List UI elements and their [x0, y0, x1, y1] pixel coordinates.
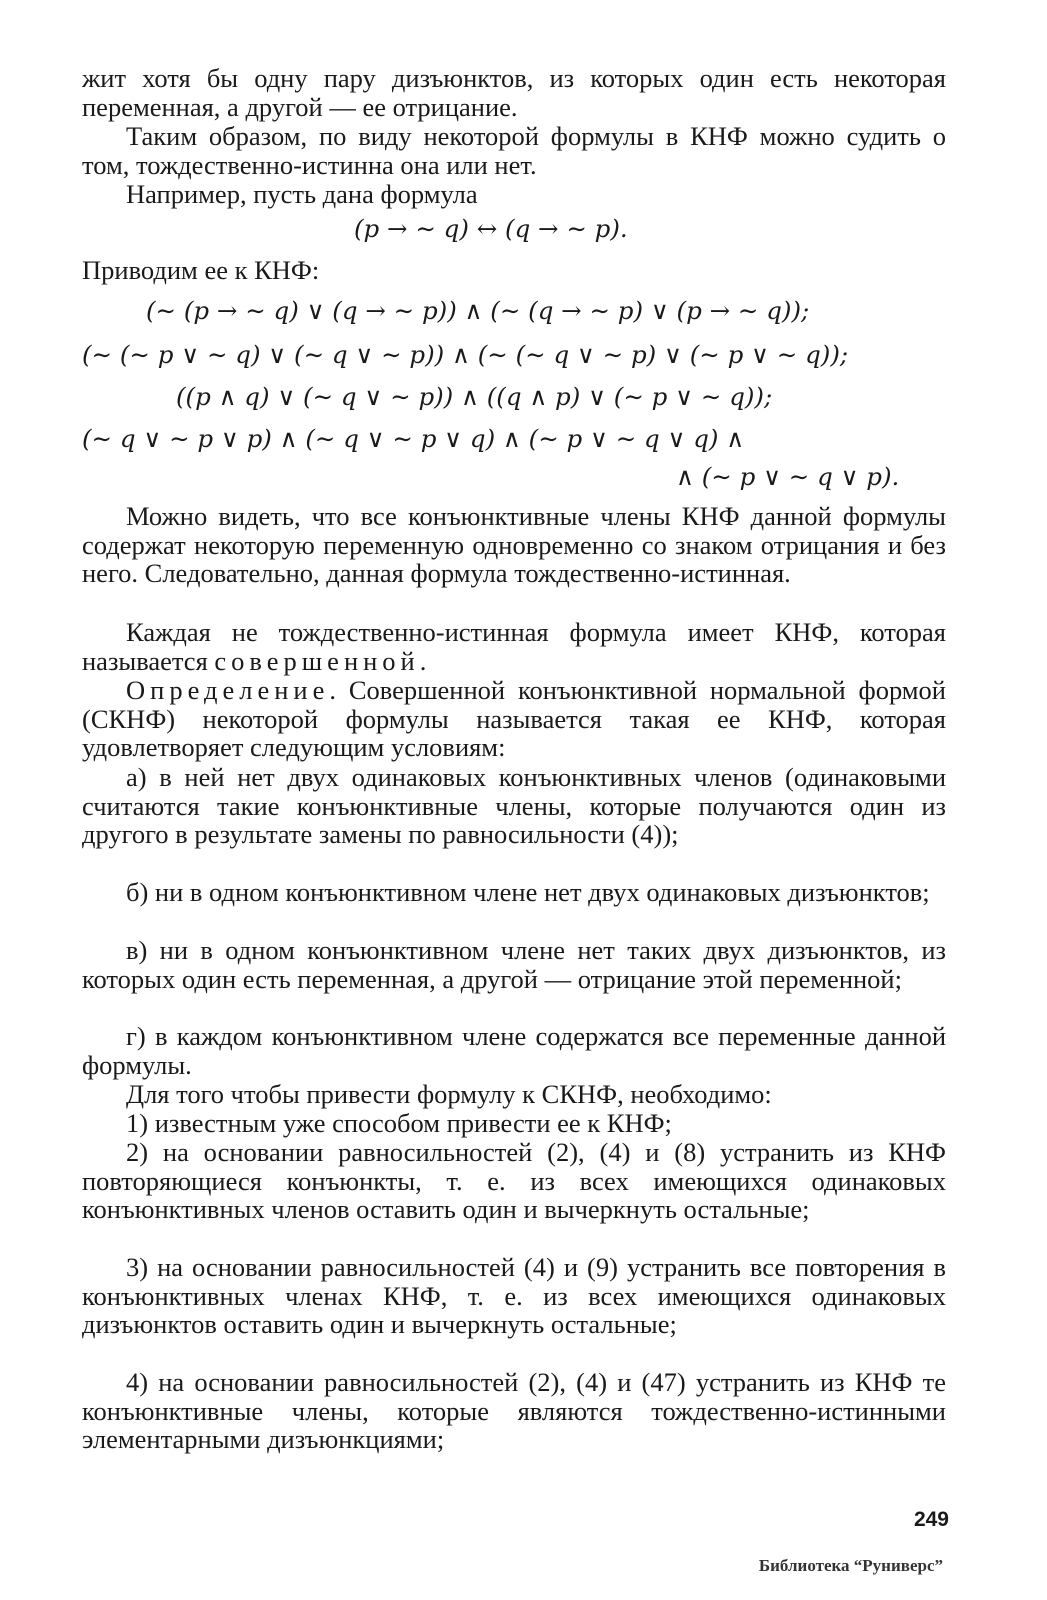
step-3: 3) на основании равносильностей (4) и (9) устранить все повторения в конъюнктивных членах КНФ, т. е. из всех имеющихся одинаковых дизъюнктов оставить один и вычеркнуть остальные;: [82, 1252, 946, 1340]
step-4: 4) на основании равносильностей (2), (4) и (47) устранить из КНФ те конъюнктивные члены, которые являются тождественно-истинными элементарными дизъюнкциями;: [82, 1367, 946, 1455]
paragraph-conclusion: Можно видеть, что все конъюнктивные члены КНФ данной формулы содержат некоторую переменную одновременно со знаком отрицания и без него. Следовательно, данная формула тождественно-истинная.: [82, 501, 946, 589]
perfect-form-end: .: [419, 645, 427, 676]
formula-step-4b: ∧ (∼ p ∨ ∼ q ∨ p).: [676, 462, 900, 491]
condition-a: а) в ней нет двух одинаковых конъюнктивных членов (одинаковыми считаются такие конъюнктивные члены, которые получаются один из другого в результате замены по равносильности (4));: [82, 762, 946, 850]
library-watermark: Библиотека “Руниверс”: [758, 1556, 943, 1575]
formula-step-3: ((p ∧ q) ∨ (∼ q ∨ ∼ p)) ∧ ((q ∧ p) ∨ (∼ p ∨ ∼ q));: [176, 382, 773, 411]
paragraph-continuation: жит хотя бы одну пару дизъюнктов, из которых один есть некоторая переменная, а другой — ее отрицание.: [82, 63, 946, 122]
formula-step-4a: (∼ q ∨ ∼ p ∨ p) ∧ (∼ q ∨ ∼ p ∨ q) ∧ (∼ p ∨ ∼ q ∨ q) ∧: [82, 424, 745, 453]
formula-step-1: (∼ (p → ∼ q) ∨ (q → ∼ p)) ∧ (∼ (q → ∼ p) ∨ (p → ∼ q));: [146, 296, 810, 325]
definition-label: Определение: [126, 675, 330, 705]
paragraph-reduce-to-knf: Приводим ее к КНФ:: [82, 255, 320, 285]
paragraph-definition: [82, 676, 946, 762]
paragraph-example-intro: Например, пусть дана формула: [126, 179, 478, 209]
page-number: 249: [913, 1508, 949, 1531]
formula-original: (p → ∼ q) ↔ (q → ∼ p).: [354, 214, 628, 243]
definition-text: . Совершенной конъюнктивной нормальной формой (СКНФ) некоторой формулы называется такая ее КНФ, которая удовлетворяет следующим условиям:: [82, 675, 946, 763]
condition-c: в) ни в одном конъюнктивном члене нет таких двух дизъюнктов, из которых один есть переменная, а другой — отрицание этой переменной;: [82, 935, 946, 994]
steps-intro: Для того чтобы привести формулу к СКНФ, необходимо:: [126, 1079, 772, 1109]
perfect-form-text: Каждая не тождественно-истинная формула имеет КНФ, которая называется: [82, 617, 946, 676]
paragraph-knf-judgement: Таким образом, по виду некоторой формулы в КНФ можно судить о том, тождественно-истинна она или нет.: [82, 121, 946, 180]
step-1: 1) известным уже способом привести ее к КНФ;: [126, 1108, 672, 1138]
perfect-form-term: совершенной: [214, 645, 420, 676]
paragraph-perfect-form: [82, 618, 946, 675]
condition-d: г) в каждом конъюнктивном члене содержатся все переменные данной формулы.: [82, 1021, 946, 1080]
step-2: 2) на основании равносильностей (2), (4) и (8) устранить из КНФ повторяющиеся конъюнкты, т. е. из всех имеющихся одинаковых конъюнктивных членов оставить один и вычеркнуть остальные;: [82, 1137, 946, 1225]
formula-step-2: (∼ (∼ p ∨ ∼ q) ∨ (∼ q ∨ ∼ p)) ∧ (∼ (∼ q ∨ ∼ p) ∨ (∼ p ∨ ∼ q));: [82, 340, 849, 369]
condition-b: б) ни в одном конъюнктивном члене нет двух одинаковых дизъюнктов;: [126, 877, 930, 907]
